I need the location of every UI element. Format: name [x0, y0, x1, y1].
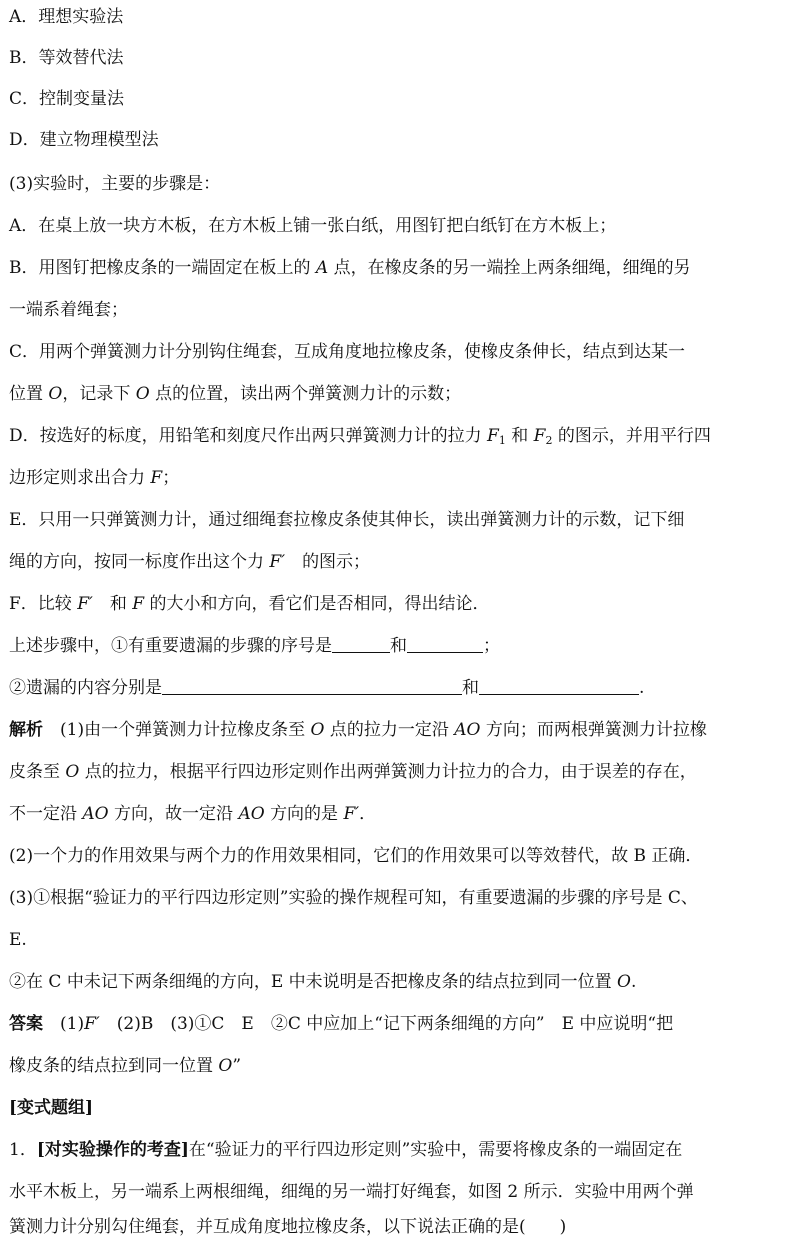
analysis-line-3: 不一定沿 AO 方向，故一定沿 AO 方向的是 F′． [9, 804, 377, 824]
option-c: C．控制变量法 [9, 89, 125, 109]
option-a: A．理想实验法 [9, 7, 124, 27]
answer-blank-3[interactable] [162, 677, 462, 695]
analysis-line-2: 皮条至 O 点的拉力，根据平行四边形定则作出两弹簧测力计拉力的合力，由于误差的存在， [9, 762, 697, 782]
step-c-line-2: 位置 O，记录下 O 点的位置，读出两个弹簧测力计的示数； [9, 384, 462, 404]
answer-blank-2[interactable] [407, 635, 483, 653]
answer-line-2: 橡皮条的结点拉到同一位置 O” [9, 1056, 242, 1076]
step-e-line-2: 绳的方向，按同一标度作出这个力 F′ 的图示； [9, 552, 371, 572]
step-d-line-1: D．按选好的标度，用铅笔和刻度尺作出两只弹簧测力计的拉力 $F_1$ 和 $F_2$ 的图示，并用平行四 [9, 426, 711, 447]
question-3-intro: (3)实验时，主要的步骤是： [9, 174, 221, 194]
answer-blank-4[interactable] [479, 677, 639, 695]
analysis-label: 解析 [9, 720, 43, 740]
option-b: B．等效替代法 [9, 48, 124, 68]
variant-q1-line-2: 水平木板上，另一端系上两根细绳，细绳的另一端打好绳套，如图 2 所示．实验中用两个弹 [9, 1182, 694, 1202]
step-e-line-1: E．只用一只弹簧测力计，通过细绳套拉橡皮条使其伸长，读出弹簧测力计的示数，记下细 [9, 510, 685, 530]
analysis-line-7: ②在 C 中未记下两条细绳的方向，E 中未说明是否把橡皮条的结点拉到同一位置 O. [9, 972, 637, 992]
question-blank-line-1: 上述步骤中，①有重要遗漏的步骤的序号是 和 ； [9, 636, 500, 656]
answer-line-1: 答案 (1)F′ (2)B (3)①C E ②C 中应加上“记下两条细绳的方向” E 中应说明“把 [9, 1014, 674, 1034]
variant-q1-line-3: 簧测力计分别勾住绳套，并互成角度地拉橡皮条，以下说法正确的是( ) [9, 1217, 567, 1237]
step-c-line-1: C．用两个弹簧测力计分别钩住绳套，互成角度地拉橡皮条，使橡皮条伸长，结点到达某一 [9, 342, 686, 362]
step-a: A．在桌上放一块方木板，在方木板上铺一张白纸，用图钉把白纸钉在方木板上； [9, 216, 617, 236]
step-b-line-2: 一端系着绳套； [9, 300, 128, 320]
step-b-line-1: B．用图钉把橡皮条的一端固定在板上的 A 点，在橡皮条的另一端拴上两条细绳，细绳的另 [9, 258, 691, 278]
variant-q1-line-1: 1．[对实验操作的考查]在“验证力的平行四边形定则”实验中，需要将橡皮条的一端固定在 [9, 1140, 683, 1160]
step-d-line-2: 边形定则求出合力 F； [9, 468, 180, 488]
question-blank-line-2: ②遗漏的内容分别是 和 . [9, 678, 645, 698]
variant-q1-tag: [对实验操作的考查] [36, 1140, 189, 1160]
step-f: F．比较 F′ 和 F 的大小和方向，看它们是否相同，得出结论． [9, 594, 490, 614]
option-d: D．建立物理模型法 [9, 130, 159, 150]
variant-header: [变式题组] [9, 1098, 94, 1118]
answer-label: 答案 [9, 1014, 43, 1034]
analysis-line-1: 解析 (1)由一个弹簧测力计拉橡皮条至 O 点的拉力一定沿 AO 方向；而两根弹簧测力计拉橡 [9, 720, 707, 740]
analysis-line-5: (3)①根据“验证力的平行四边形定则”实验的操作规程可知，有重要遗漏的步骤的序号是 C、 [9, 888, 698, 908]
analysis-line-6: E. [9, 930, 27, 950]
answer-blank-1[interactable] [332, 635, 390, 653]
analysis-line-4: (2)一个力的作用效果与两个力的作用效果相同，它们的作用效果可以等效替代，故 B 正确． [9, 846, 703, 866]
